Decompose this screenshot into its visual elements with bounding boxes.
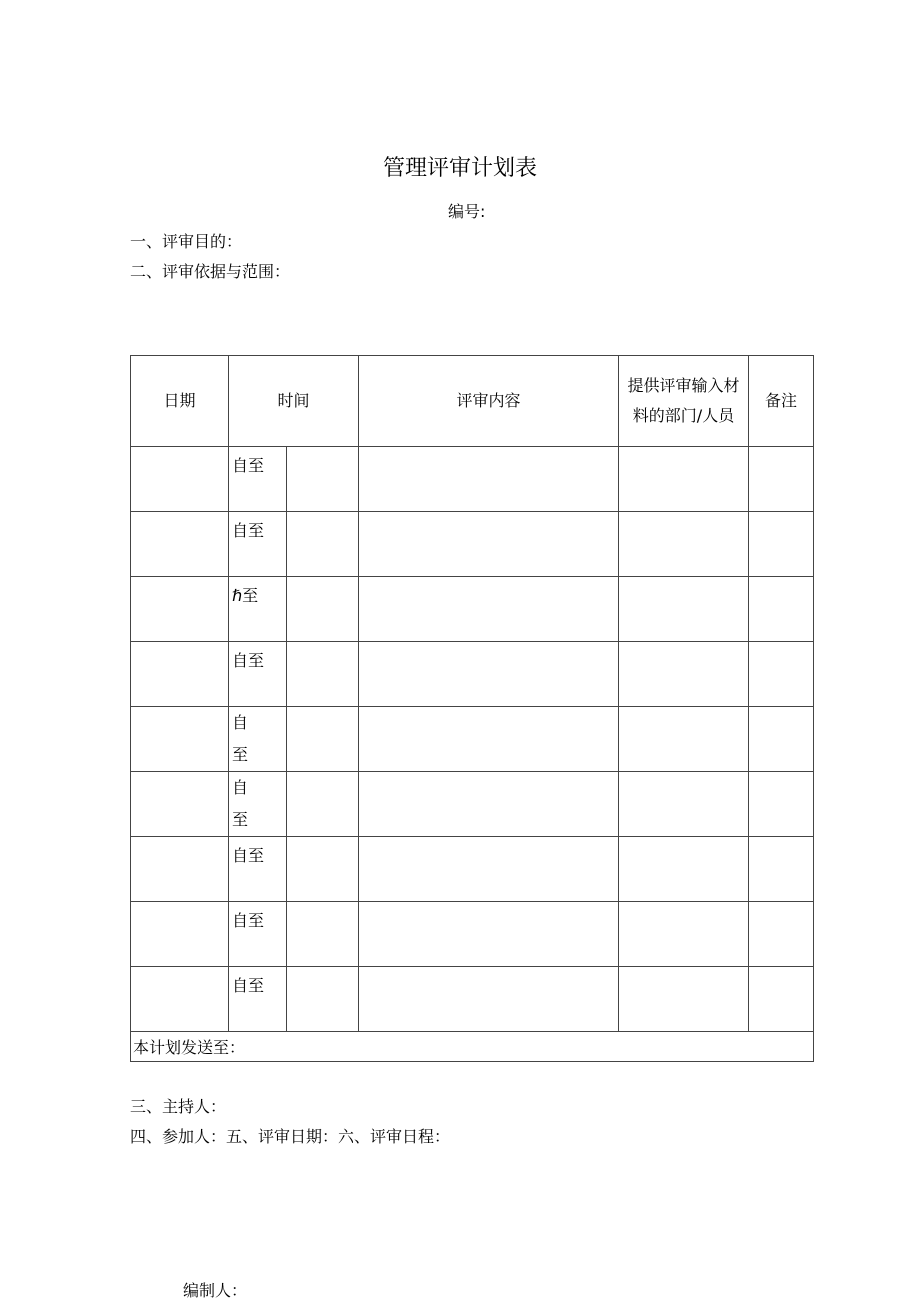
time-from-to-label bbox=[229, 772, 287, 837]
table-row bbox=[131, 447, 814, 512]
section-basis-scope: 二、评审依据与范围： bbox=[130, 262, 291, 281]
content-cell[interactable] bbox=[359, 642, 619, 707]
serial-number-label: 编号: bbox=[448, 202, 486, 221]
send-to-label[interactable]: 本计划发送至： bbox=[131, 1032, 814, 1062]
header-content: 评审内容 bbox=[359, 356, 619, 447]
time-cell[interactable] bbox=[287, 447, 359, 512]
table-row bbox=[131, 772, 814, 837]
section-host: 三、主持人： bbox=[130, 1097, 227, 1116]
provider-cell[interactable] bbox=[619, 707, 749, 772]
table-row bbox=[131, 642, 814, 707]
date-cell[interactable] bbox=[131, 512, 229, 577]
remarks-cell[interactable] bbox=[749, 967, 814, 1032]
date-cell[interactable] bbox=[131, 577, 229, 642]
header-provider: 提供评审输入材料的部门/人员 bbox=[619, 356, 749, 447]
provider-cell[interactable] bbox=[619, 577, 749, 642]
time-from-to-label: 自至 bbox=[229, 837, 287, 902]
remarks-cell[interactable] bbox=[749, 577, 814, 642]
remarks-cell[interactable] bbox=[749, 837, 814, 902]
remarks-cell[interactable] bbox=[749, 902, 814, 967]
content-cell[interactable] bbox=[359, 577, 619, 642]
date-cell[interactable] bbox=[131, 902, 229, 967]
content-cell[interactable] bbox=[359, 837, 619, 902]
provider-cell[interactable] bbox=[619, 642, 749, 707]
content-cell[interactable] bbox=[359, 967, 619, 1032]
content-cell[interactable] bbox=[359, 707, 619, 772]
time-from-label: 自 bbox=[232, 778, 249, 797]
provider-cell[interactable] bbox=[619, 772, 749, 837]
table-row bbox=[131, 837, 814, 902]
section-purpose: 一、评审目的： bbox=[130, 232, 243, 251]
header-remarks: 备注 bbox=[749, 356, 814, 447]
remarks-cell[interactable] bbox=[749, 512, 814, 577]
compiler-label: 编制人： bbox=[183, 1281, 248, 1300]
time-cell[interactable] bbox=[287, 707, 359, 772]
table-row bbox=[131, 902, 814, 967]
time-from-to-label: 自至 bbox=[229, 512, 287, 577]
remarks-cell[interactable] bbox=[749, 447, 814, 512]
document-title: 管理评审计划表 bbox=[382, 156, 537, 181]
table-row bbox=[131, 707, 814, 772]
table-row bbox=[131, 577, 814, 642]
provider-cell[interactable] bbox=[619, 512, 749, 577]
time-from-to-label: 自至 bbox=[229, 447, 287, 512]
date-cell[interactable] bbox=[131, 772, 229, 837]
remarks-cell[interactable] bbox=[749, 642, 814, 707]
time-from-to-label: ℏ至 bbox=[229, 577, 287, 642]
time-to-label: 至 bbox=[232, 745, 249, 764]
remarks-cell[interactable] bbox=[749, 772, 814, 837]
time-cell[interactable] bbox=[287, 902, 359, 967]
time-to-label: 至 bbox=[232, 810, 249, 829]
date-cell[interactable] bbox=[131, 707, 229, 772]
date-cell[interactable] bbox=[131, 967, 229, 1032]
provider-cell[interactable] bbox=[619, 837, 749, 902]
time-from-label: 自 bbox=[232, 713, 249, 732]
content-cell[interactable] bbox=[359, 772, 619, 837]
table-row bbox=[131, 967, 814, 1032]
time-from-to-label bbox=[229, 707, 287, 772]
date-cell[interactable] bbox=[131, 837, 229, 902]
time-cell[interactable] bbox=[287, 837, 359, 902]
time-cell[interactable] bbox=[287, 772, 359, 837]
section-participants-date-schedule: 四、参加人：五、评审日期：六、评审日程： bbox=[130, 1127, 451, 1146]
time-from-to-label: 自至 bbox=[229, 642, 287, 707]
content-cell[interactable] bbox=[359, 447, 619, 512]
time-cell[interactable] bbox=[287, 577, 359, 642]
table-row bbox=[131, 512, 814, 577]
header-time: 时间 bbox=[229, 356, 359, 447]
content-cell[interactable] bbox=[359, 512, 619, 577]
table-header-row bbox=[131, 356, 814, 447]
time-from-to-label: 自至 bbox=[229, 902, 287, 967]
date-cell[interactable] bbox=[131, 447, 229, 512]
time-from-to-label: 自至 bbox=[229, 967, 287, 1032]
date-cell[interactable] bbox=[131, 642, 229, 707]
header-date: 日期 bbox=[131, 356, 229, 447]
time-cell[interactable] bbox=[287, 967, 359, 1032]
send-to-row bbox=[131, 1032, 814, 1062]
time-cell[interactable] bbox=[287, 512, 359, 577]
review-plan-table bbox=[130, 355, 814, 1062]
provider-cell[interactable] bbox=[619, 902, 749, 967]
time-cell[interactable] bbox=[287, 642, 359, 707]
content-cell[interactable] bbox=[359, 902, 619, 967]
provider-cell[interactable] bbox=[619, 967, 749, 1032]
remarks-cell[interactable] bbox=[749, 707, 814, 772]
provider-cell[interactable] bbox=[619, 447, 749, 512]
